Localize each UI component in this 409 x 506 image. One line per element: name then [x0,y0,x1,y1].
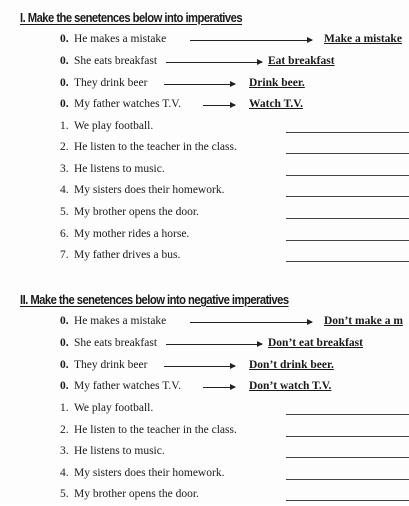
example-sentence: She eats breakfast [74,337,158,349]
answer-blank-line[interactable] [286,436,409,437]
item-number: 6. [60,228,69,240]
example-sentence: He makes a mistake [74,315,167,327]
item-number: 4. [60,184,69,196]
example-answer: Make a mistake [324,33,402,45]
example-answer: Don’t eat breakfast [268,337,363,349]
item-sentence: My brother opens the door. [74,488,199,500]
exercise-row [0,445,409,463]
example-answer: Eat breakfast [268,55,335,67]
answer-blank-line[interactable] [286,240,409,241]
answer-blank-line[interactable] [286,457,409,458]
arrow-icon [203,105,235,106]
example-number: 0. [60,359,69,371]
item-sentence: He listens to music. [74,163,165,175]
item-sentence: My mother rides a horse. [74,228,190,240]
exercise-row [0,228,409,246]
arrow-icon [190,40,312,41]
item-number: 3. [60,163,69,175]
example-answer: Don’t drink beer. [249,359,334,371]
answer-blank-line[interactable] [286,153,409,154]
exercise-row [0,488,409,506]
section-1-heading: I. Make the senetences below into imperatives [20,11,243,25]
exercise-row [0,206,409,224]
item-number: 5. [60,206,69,218]
answer-blank-line[interactable] [286,175,409,176]
section-2-heading: II. Make the senetences below into negative imperatives [20,293,289,307]
example-sentence: My father watches T.V. [74,380,181,392]
example-sentence: She eats breakfast [74,55,158,67]
item-sentence: My brother opens the door. [74,206,199,218]
item-sentence: My sisters does their homework. [74,467,225,479]
example-row [0,55,409,73]
exercise-row [0,467,409,485]
item-number: 1. [60,402,69,414]
example-answer: Don’t watch T.V. [249,380,332,392]
example-answer: Drink beer. [249,77,305,89]
arrow-icon [166,62,262,63]
arrow-icon [203,387,235,388]
item-sentence: He listens to music. [74,445,165,457]
example-row [0,337,409,355]
example-sentence: They drink beer [74,77,148,89]
example-row [0,33,409,51]
item-sentence: He listen to the teacher in the class. [74,424,237,436]
item-number: 7. [60,249,69,261]
arrow-icon [164,84,235,85]
example-number: 0. [60,55,69,67]
answer-blank-line[interactable] [286,414,409,415]
exercise-row [0,163,409,181]
example-row [0,380,409,398]
arrow-icon [164,366,235,367]
example-row [0,98,409,116]
item-number: 3. [60,445,69,457]
example-number: 0. [60,380,69,392]
example-number: 0. [60,337,69,349]
example-sentence: They drink beer [74,359,148,371]
answer-blank-line[interactable] [286,196,409,197]
example-answer: Don’t make a m [324,315,403,327]
answer-blank-line[interactable] [286,132,409,133]
answer-blank-line[interactable] [286,500,409,501]
item-number: 5. [60,488,69,500]
item-number: 2. [60,424,69,436]
example-number: 0. [60,98,69,110]
example-sentence: My father watches T.V. [74,98,181,110]
item-sentence: We play football. [74,120,154,132]
example-number: 0. [60,77,69,89]
item-sentence: My sisters does their homework. [74,184,225,196]
example-row [0,315,409,333]
exercise-row [0,141,409,159]
item-number: 4. [60,467,69,479]
answer-blank-line[interactable] [286,218,409,219]
exercise-row [0,424,409,442]
exercise-row [0,249,409,267]
arrow-icon [190,322,312,323]
item-number: 1. [60,120,69,132]
exercise-row [0,184,409,202]
exercise-row [0,120,409,138]
example-answer: Watch T.V. [249,98,304,110]
example-sentence: He makes a mistake [74,33,167,45]
example-row [0,359,409,377]
arrow-icon [166,344,262,345]
item-sentence: We play football. [74,402,154,414]
answer-blank-line[interactable] [286,261,409,262]
item-number: 2. [60,141,69,153]
item-sentence: My father drives a bus. [74,249,181,261]
example-row [0,77,409,95]
item-sentence: He listen to the teacher in the class. [74,141,237,153]
answer-blank-line[interactable] [286,479,409,480]
example-number: 0. [60,315,69,327]
exercise-row [0,402,409,420]
example-number: 0. [60,33,69,45]
